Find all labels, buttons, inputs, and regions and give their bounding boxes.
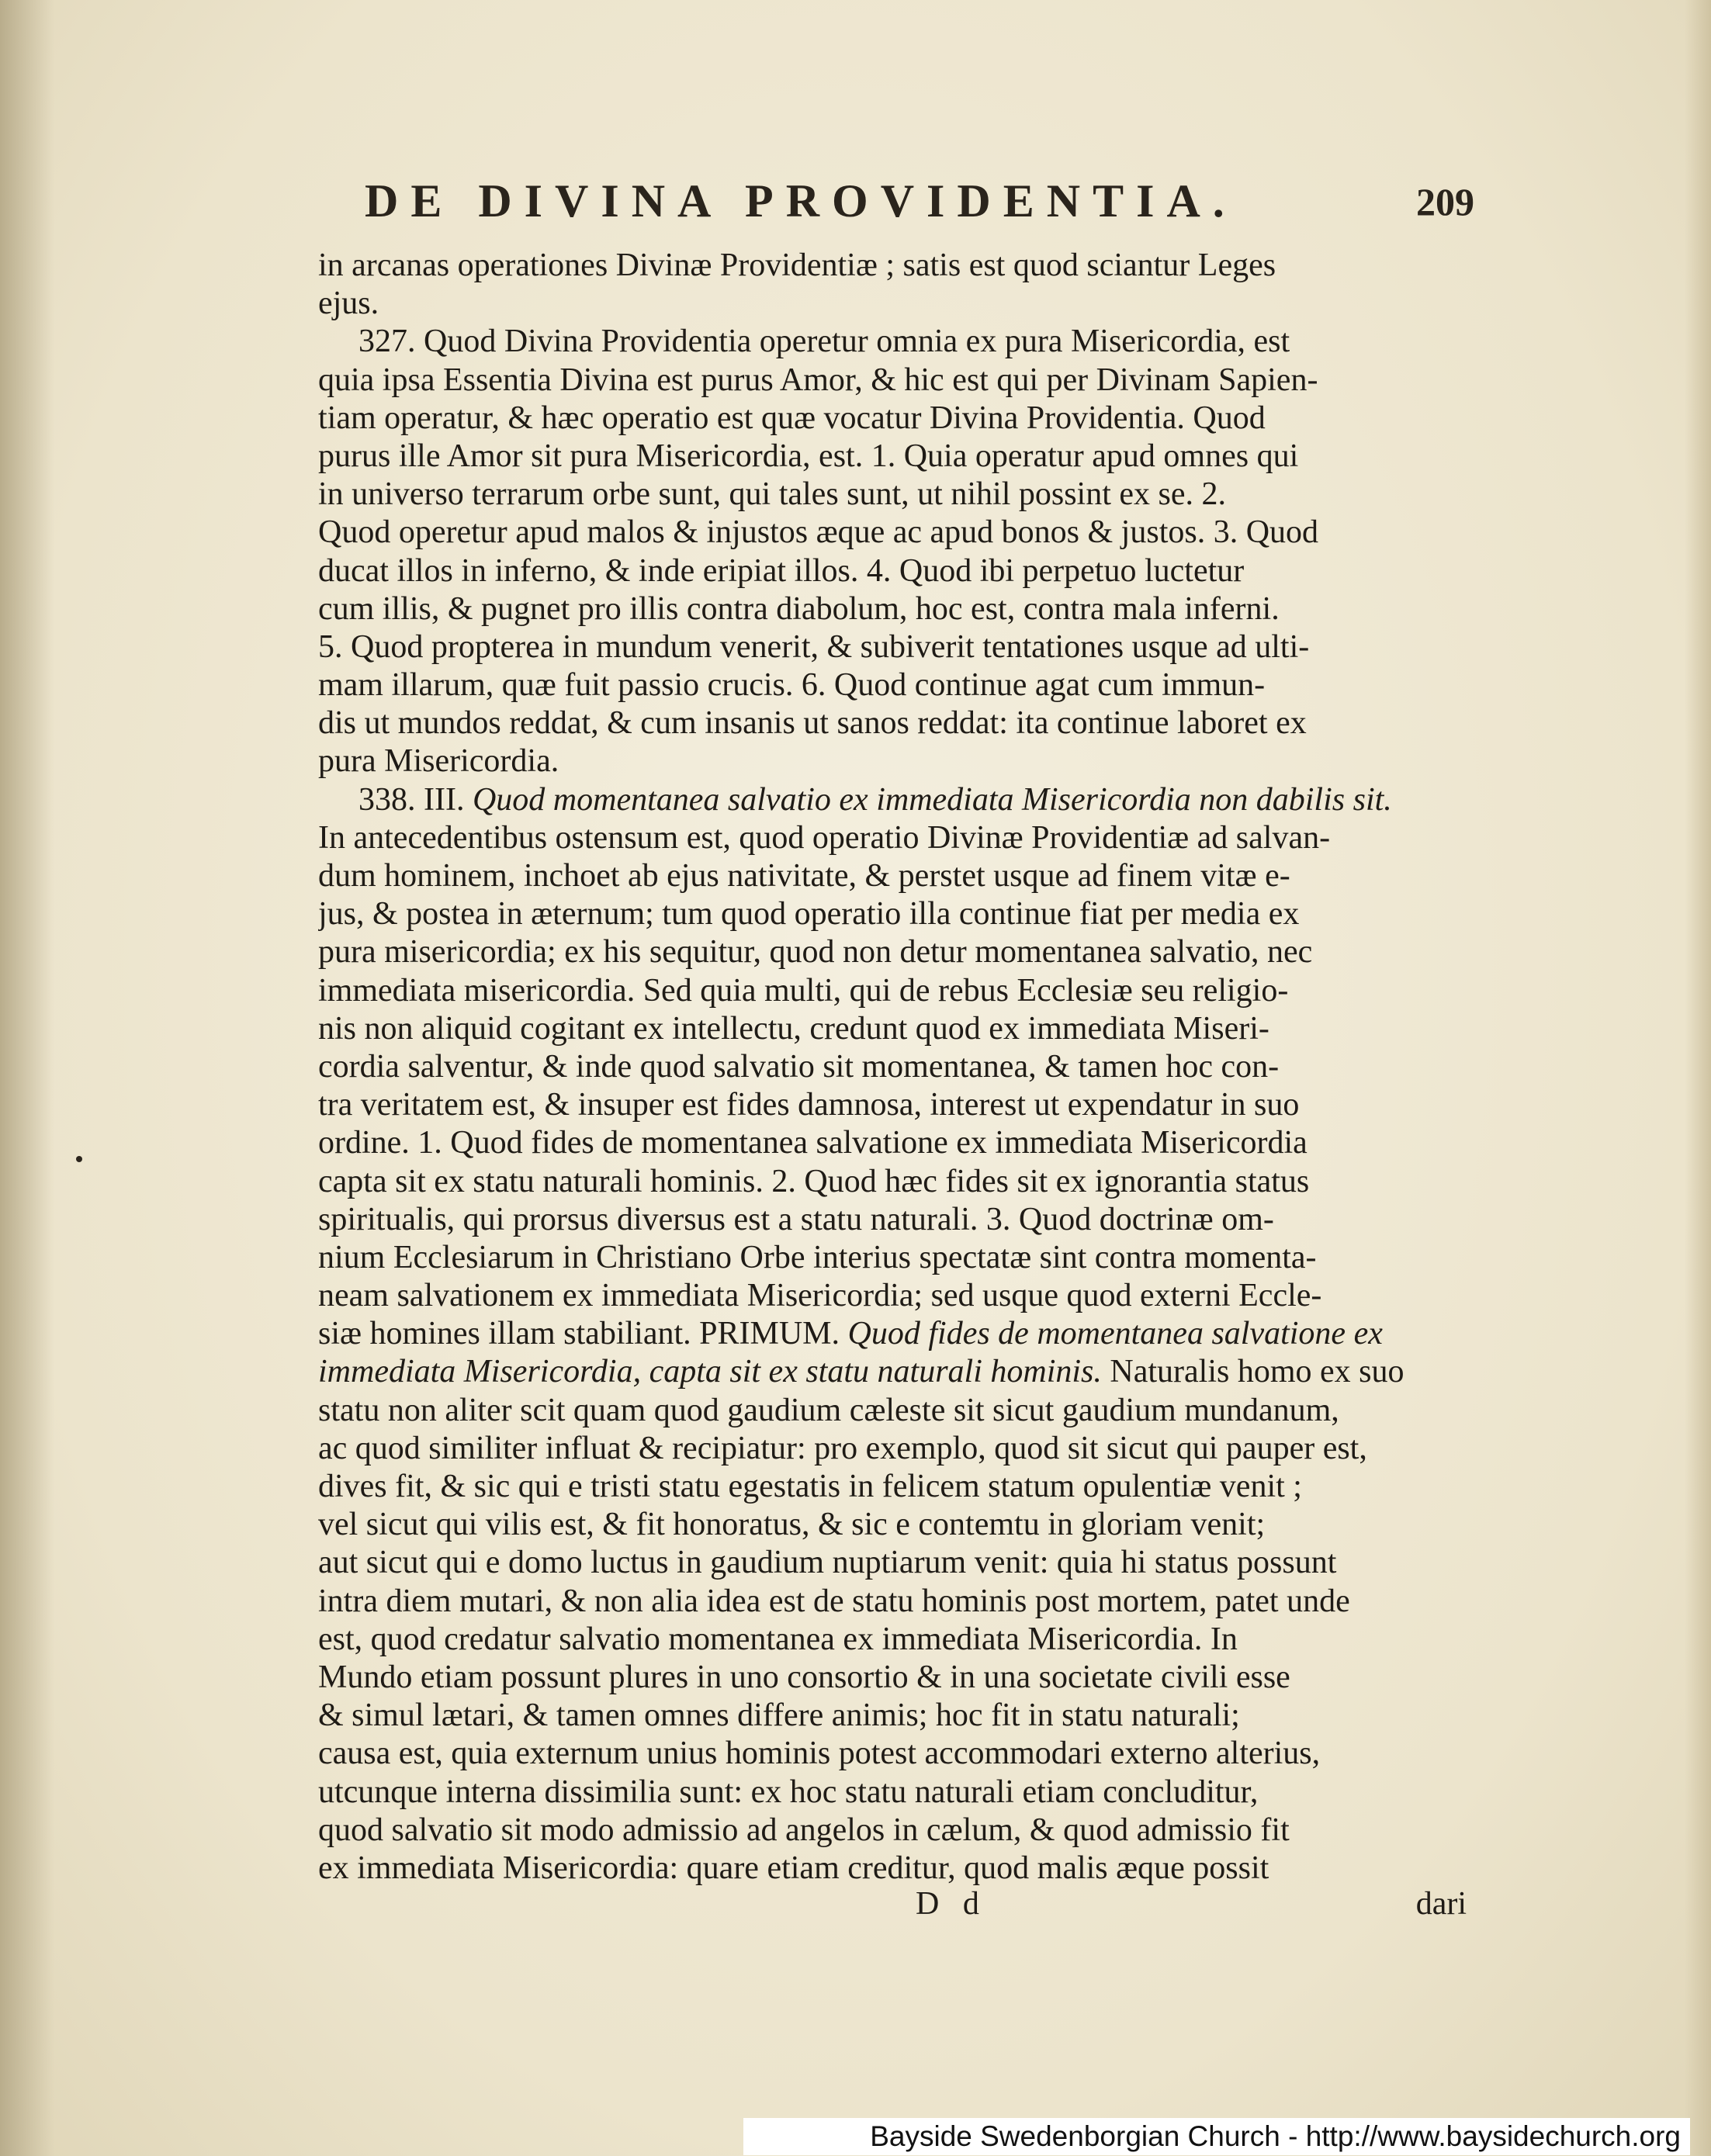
- text-line: [318, 628, 1467, 666]
- text-line: [318, 666, 1467, 704]
- line-text: dum hominem, inchoet ab ejus nativitate, & perstet usque ad finem vitæ e-: [318, 858, 1290, 894]
- line-text: est, quod credatur salvatio momentanea ex immediata Misericordia. In: [318, 1621, 1238, 1657]
- text-line: [318, 1048, 1467, 1086]
- catchword: dari: [1415, 1886, 1467, 1922]
- line-text: capta sit ex statu naturali hominis. 2. Quod hæc fides sit ex ignorantia status: [318, 1163, 1310, 1199]
- page-header: [365, 175, 1474, 244]
- text-line: [318, 1201, 1467, 1239]
- line-italic-text: Quod fides de momentanea salvatione ex: [847, 1316, 1383, 1352]
- line-text: 338. III.: [358, 781, 465, 818]
- line-text: 327. Quod Divina Providentia operetur omnia ex pura Misericordia, est: [358, 324, 1290, 360]
- line-text: & simul lætari, & tamen omnes differe animis; hoc fit in statu naturali;: [318, 1697, 1240, 1734]
- text-line: [318, 1544, 1467, 1582]
- body-text: [318, 247, 1467, 1888]
- line-text: tiam operatur, & hæc operatio est quæ vocatur Divina Providentia. Quod: [318, 400, 1266, 436]
- text-line: [318, 1239, 1467, 1277]
- text-line: [318, 1468, 1467, 1506]
- line-text: nium Ecclesiarum in Christiano Orbe interius spectatæ sint contra momenta-: [318, 1239, 1317, 1275]
- line-text: dives fit, & sic qui e tristi statu egestatis in felicem statum opulentiæ venit ;: [318, 1469, 1302, 1504]
- text-line: [318, 933, 1467, 971]
- text-line: [318, 972, 1467, 1010]
- line-text: quia ipsa Essentia Divina est purus Amor, & hic est qui per Divinam Sapien-: [318, 362, 1318, 398]
- line-text: ordine. 1. Quod fides de momentanea salvatione ex immediata Misericordia: [318, 1125, 1307, 1161]
- line-text: in universo terrarum orbe sunt, qui tales sunt, ut nihil possint ex se. 2.: [318, 476, 1227, 513]
- line-text: neam salvationem ex immediata Misericordia; sed usque quod externi Eccle-: [318, 1278, 1322, 1314]
- line-text: aut sicut qui e domo luctus in gaudium nuptiarum venit: quia hi status possunt: [318, 1545, 1337, 1581]
- text-line: [318, 1010, 1467, 1048]
- text-line: [318, 438, 1467, 476]
- ink-speck: [76, 1156, 82, 1162]
- text-line: [318, 514, 1467, 552]
- line-italic-text: immediata Misericordia, capta sit ex statu naturali hominis.: [318, 1354, 1102, 1390]
- line-text: quod salvatio sit modo admissio ad angelos in cælum, & quod admissio fit: [318, 1812, 1290, 1848]
- text-line: [318, 590, 1467, 628]
- line-text: utcunque interna dissimilia sunt: ex hoc statu naturali etiam concluditur,: [318, 1774, 1259, 1810]
- line-text: nis non aliquid cogitant ex intellectu, credunt quod ex immediata Miseri-: [318, 1010, 1269, 1047]
- line-text: cordia salventur, & inde quod salvatio sit momentanea, & tamen hoc con-: [318, 1048, 1280, 1085]
- text-line: [318, 552, 1467, 590]
- text-line: [318, 1697, 1467, 1735]
- text-line: [318, 285, 1467, 323]
- line-text: 5. Quod propterea in mundum venerit, & subiverit tentationes usque ad ulti-: [318, 628, 1310, 665]
- text-line: [318, 1086, 1467, 1124]
- line-text: jus, & postea in æternum; tum quod operatio illa continue fiat per media ex: [318, 896, 1300, 933]
- line-text: dis ut mundos reddat, & cum insanis ut sanos reddat: ita continue laboret ex: [318, 705, 1307, 742]
- line-text: causa est, quia externum unius hominis potest accommodari externo alterius,: [318, 1736, 1321, 1772]
- text-line: [318, 1277, 1467, 1315]
- text-line: [318, 781, 1467, 819]
- text-line: [318, 704, 1467, 742]
- line-text: Naturalis homo ex suo: [1110, 1354, 1404, 1390]
- line-text: spiritualis, qui prorsus diversus est a statu naturali. 3. Quod doctrinæ om-: [318, 1201, 1274, 1237]
- text-line: [318, 1621, 1467, 1659]
- line-text: in arcanas operationes Divinæ Providentiæ ; satis est quod sciantur Leges: [318, 247, 1276, 283]
- running-head: DE DIVINA PROVIDENTIA.: [365, 175, 1237, 227]
- text-line: [318, 1163, 1467, 1201]
- line-text: vel sicut qui vilis est, & fit honoratus, & sic e contemtu in gloriam venit;: [318, 1507, 1266, 1543]
- text-line: [318, 1124, 1467, 1162]
- text-line: [318, 819, 1467, 857]
- text-line: [318, 1774, 1467, 1812]
- page-edge: [1685, 0, 1711, 2156]
- signature-mark: D d: [916, 1886, 987, 1922]
- page-footer: [318, 1885, 1467, 1932]
- line-text: ejus.: [318, 286, 379, 322]
- line-text: statu non aliter scit quam quod gaudium cæleste sit sicut gaudium mundanum,: [318, 1392, 1339, 1428]
- line-text: ac quod similiter influat & recipiatur: pro exemplo, quod sit sicut qui pauper est,: [318, 1430, 1367, 1466]
- line-text: Quod operetur apud malos & injustos æque ac apud bonos & justos. 3. Quod: [318, 514, 1319, 551]
- line-text: intra diem mutari, & non alia idea est de statu hominis post mortem, patet unde: [318, 1583, 1350, 1619]
- line-text: siæ homines illam stabiliant. PRIMUM.: [318, 1316, 840, 1352]
- text-line: [318, 1583, 1467, 1621]
- line-text: Mundo etiam possunt plures in uno consortio & in una societate civili esse: [318, 1659, 1290, 1695]
- text-line: [318, 895, 1467, 933]
- text-line: [318, 1315, 1467, 1353]
- line-text: tra veritatem est, & insuper est fides damnosa, interest ut expendatur in suo: [318, 1087, 1300, 1123]
- text-line: [318, 247, 1467, 285]
- line-text: ex immediata Misericordia: quare etiam creditur, quod malis æque possit: [318, 1850, 1269, 1886]
- text-line: [318, 400, 1467, 438]
- page-number: 209: [1416, 180, 1474, 223]
- line-text: In antecedentibus ostensum est, quod operatio Divinæ Providentiæ ad salvan-: [318, 819, 1331, 856]
- text-line: [318, 476, 1467, 514]
- line-text: ducat illos in inferno, & inde eripiat illos. 4. Quod ibi perpetuo luctetur: [318, 552, 1245, 589]
- text-line: [318, 1430, 1467, 1468]
- text-line: [318, 1812, 1467, 1850]
- line-text: immediata misericordia. Sed quia multi, qui de rebus Ecclesiæ seu religio-: [318, 972, 1289, 1009]
- line-text: purus ille Amor sit pura Misericordia, est. 1. Quia operatur apud omnes qui: [318, 438, 1299, 474]
- line-text: cum illis, & pugnet pro illis contra diabolum, hoc est, contra mala inferni.: [318, 590, 1280, 627]
- line-text: mam illarum, quæ fuit passio crucis. 6. Quod continue agat cum immun-: [318, 667, 1266, 704]
- text-line: [318, 362, 1467, 400]
- text-line: [318, 1353, 1467, 1391]
- text-line: [318, 1659, 1467, 1697]
- watermark-banner: Bayside Swedenborgian Church - http://www.baysidechurch.org: [743, 2118, 1690, 2155]
- text-line: [318, 857, 1467, 895]
- text-line: [318, 742, 1467, 780]
- text-line: [318, 323, 1467, 361]
- text-line: [318, 1506, 1467, 1544]
- gutter-shadow: [0, 0, 54, 2156]
- text-line: [318, 1850, 1467, 1888]
- line-text: pura misericordia; ex his sequitur, quod non detur momentanea salvatio, nec: [318, 934, 1313, 971]
- line-text: pura Misericordia.: [318, 743, 559, 780]
- text-line: [318, 1392, 1467, 1430]
- line-italic-text: Quod momentanea salvatio ex immediata Misericordia non dabilis sit.: [472, 781, 1392, 818]
- text-line: [318, 1735, 1467, 1773]
